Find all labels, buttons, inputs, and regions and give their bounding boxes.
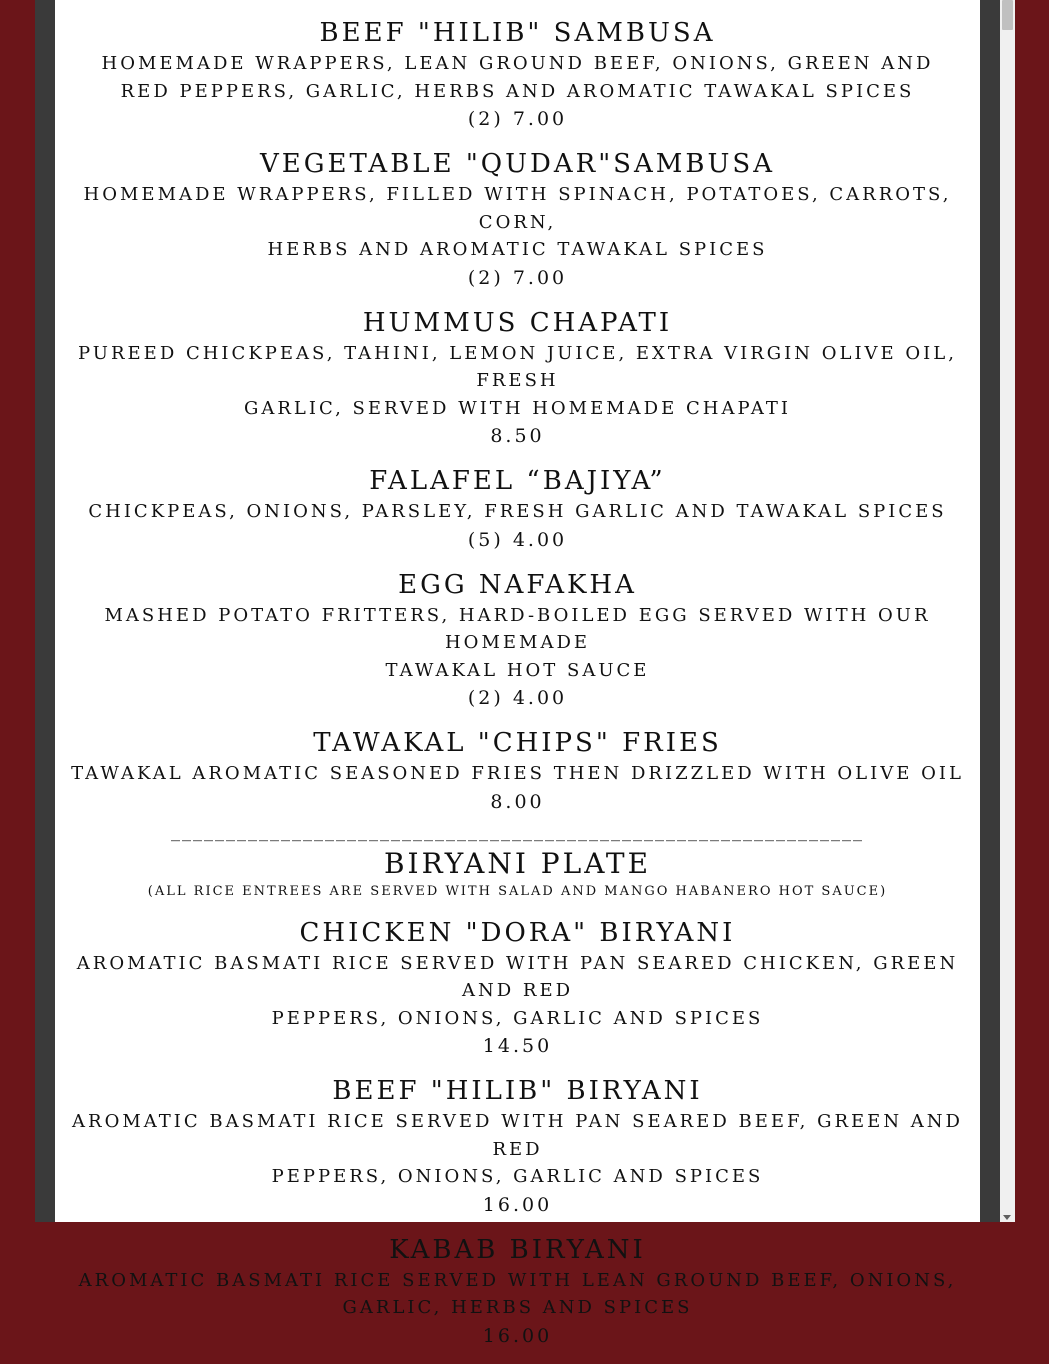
item-price: (2) 7.00 — [467, 266, 568, 289]
item-description: PEPPERS, ONIONS, GARLIC AND SPICES — [271, 1166, 764, 1187]
item-price: 8.50 — [490, 425, 545, 447]
item-price: (2) 7.00 — [467, 108, 568, 130]
item-description: PUREED CHICKPEAS, TAHINI, LEMON JUICE, EXTRA VIRGIN OLIVE OIL, FRESH — [78, 342, 957, 391]
item-name: KABAB BIRYANI — [389, 1234, 646, 1265]
menu-item-hummus-chapati — [55, 306, 980, 451]
menu-item-vegetable-sambusa — [55, 147, 980, 292]
item-description: MASHED POTATO FRITTERS, HARD-BOILED EGG SERVED WITH OUR HOMEMADE — [104, 604, 931, 653]
scrollbar-thumb[interactable] — [1002, 0, 1013, 30]
section-title: BIRYANI PLATE — [383, 846, 652, 880]
item-name: CHICKEN "DORA" BIRYANI — [299, 917, 736, 948]
menu-item-tawakal-fries — [55, 726, 980, 816]
menu-item-beef-biryani — [55, 1074, 980, 1219]
item-description: HOMEMADE WRAPPERS, LEAN GROUND BEEF, ONIONS, GREEN AND — [101, 53, 934, 74]
item-price: 16.00 — [482, 1324, 553, 1347]
menu-list — [55, 16, 980, 1364]
item-name: BEEF "HILIB" BIRYANI — [332, 1076, 703, 1106]
menu-item-beef-sambusa — [55, 16, 980, 133]
item-description: RED PEPPERS, GARLIC, HERBS AND AROMATIC TAWAKAL SPICES — [120, 80, 915, 102]
item-name: VEGETABLE "QUDAR"SAMBUSA — [260, 149, 775, 179]
item-description: GARLIC, SERVED WITH HOMEMADE CHAPATI — [243, 397, 792, 419]
item-description: HERBS AND AROMATIC TAWAKAL SPICES — [267, 239, 768, 260]
item-name: EGG NAFAKHA — [398, 569, 637, 600]
menu-page — [55, 0, 980, 1347]
item-description: AROMATIC BASMATI RICE SERVED WITH PAN SEARED CHICKEN, GREEN AND RED — [76, 952, 959, 1001]
item-description: TAWAKAL AROMATIC SEASONED FRIES THEN DRIZZLED WITH OLIVE OIL — [71, 763, 964, 784]
item-name: HUMMUS CHAPATI — [362, 307, 673, 338]
menu-item-egg-nafakha — [55, 568, 980, 713]
item-description: CHICKPEAS, ONIONS, PARSLEY, FRESH GARLIC AND TAWAKAL SPICES — [88, 501, 947, 522]
item-description: AROMATIC BASMATI RICE SERVED WITH PAN SEARED BEEF, GREEN AND RED — [72, 1111, 963, 1160]
item-price: 16.00 — [482, 1193, 553, 1216]
scroll-down-arrow-icon[interactable] — [1003, 1215, 1011, 1220]
item-price: 14.50 — [482, 1035, 553, 1057]
menu-item-falafel-bajiya — [55, 464, 980, 554]
item-description: PEPPERS, ONIONS, GARLIC AND SPICES — [271, 1007, 764, 1029]
section-note: (ALL RICE ENTREES ARE SERVED WITH SALAD AND MANGO HABANERO HOT SAUCE) — [147, 883, 888, 899]
item-name: FALAFEL “BAJIYA” — [369, 466, 666, 496]
item-price: (5) 4.00 — [467, 528, 568, 551]
section-divider: _______________________________________________________________ — [171, 820, 864, 842]
item-description: TAWAKAL HOT SAUCE — [385, 659, 650, 681]
item-name: TAWAKAL "CHIPS" FRIES — [313, 728, 722, 758]
item-description: AROMATIC BASMATI RICE SERVED WITH LEAN GROUND BEEF, ONIONS, — [78, 1269, 957, 1291]
menu-item-kabab-biryani — [55, 1233, 980, 1350]
item-name: BEEF "HILIB" SAMBUSA — [319, 18, 716, 48]
menu-item-chicken-biryani — [55, 916, 980, 1061]
item-price: 8.00 — [490, 790, 545, 813]
item-description: GARLIC, HERBS AND SPICES — [342, 1297, 693, 1318]
item-description: HOMEMADE WRAPPERS, FILLED WITH SPINACH, POTATOES, CARROTS, CORN, — [83, 184, 952, 233]
vertical-scrollbar[interactable] — [1000, 0, 1015, 1222]
item-price: (2) 4.00 — [467, 687, 568, 709]
